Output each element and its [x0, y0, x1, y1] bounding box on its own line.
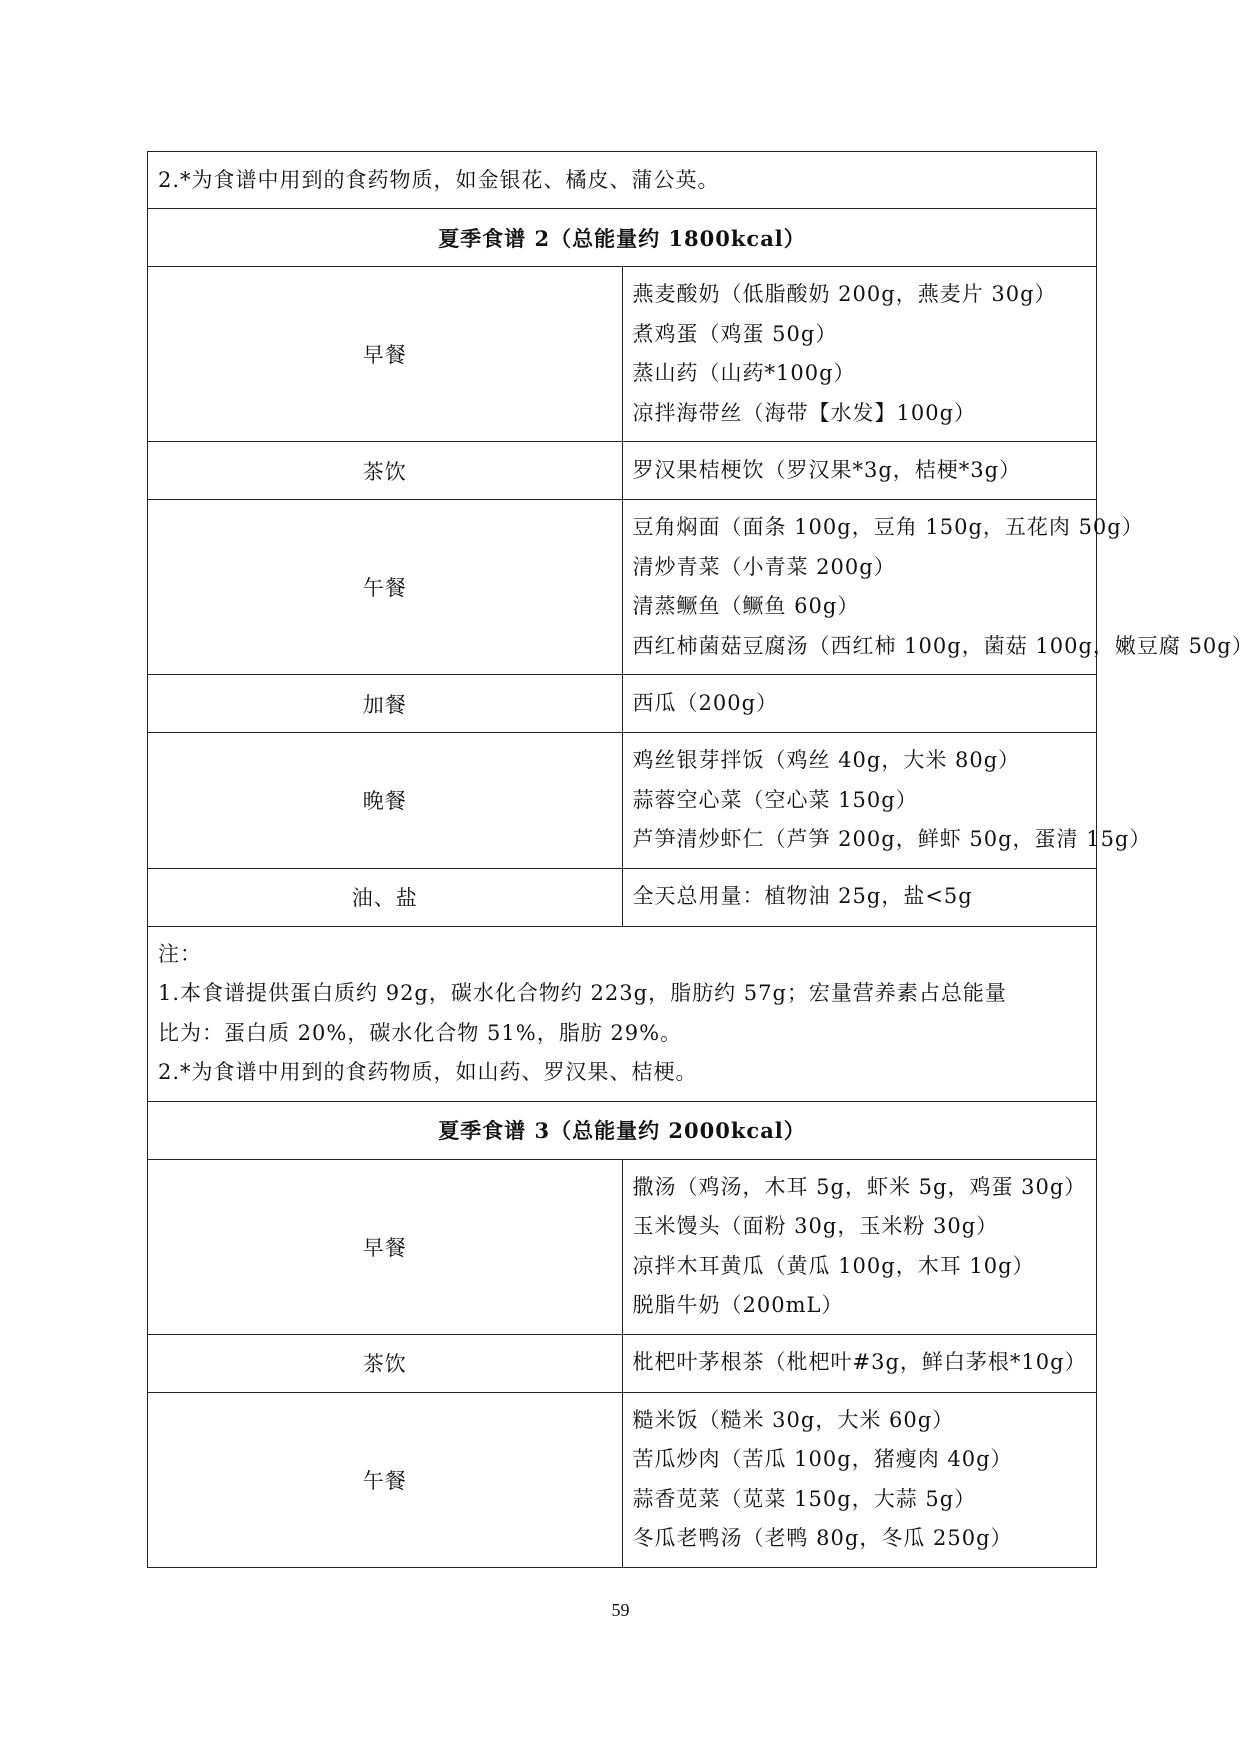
menu-item: 苦瓜炒肉（苦瓜 100g，猪瘦肉 40g） — [632, 1447, 1013, 1471]
meal-label: 午餐 — [148, 500, 623, 675]
note-line: 注： — [158, 941, 202, 966]
menu-item: 清炒青菜（小青菜 200g） — [632, 554, 896, 579]
meal-label: 茶饮 — [148, 442, 623, 500]
menu-item: 玉米馒头（面粉 30g，玉米粉 30g） — [632, 1214, 999, 1238]
menu-item: 煮鸡蛋（鸡蛋 50g） — [632, 321, 838, 346]
menu-item: 鸡丝银芽拌饭（鸡丝 40g，大米 80g） — [632, 748, 1021, 772]
meal-label: 加餐 — [148, 675, 623, 733]
recipe2-snack-row — [148, 675, 1097, 733]
menu-item: 凉拌木耳黄瓜（黄瓜 100g，木耳 10g） — [632, 1253, 1035, 1278]
recipe-table — [147, 151, 1254, 1568]
page-number: 59 — [611, 1600, 630, 1620]
menu-item: 撒汤（鸡汤，木耳 5g，虾米 5g，鸡蛋 30g） — [632, 1174, 1087, 1199]
recipe3-tea-row — [148, 1334, 1097, 1392]
menu-item: 芦笋清炒虾仁（芦笋 200g，鲜虾 50g，蛋清 15g） — [632, 827, 1152, 851]
menu-item: 糙米饭（糙米 30g，大米 60g） — [632, 1407, 955, 1432]
recipe3-breakfast-row — [148, 1159, 1097, 1334]
meal-items — [622, 733, 1152, 869]
note-line: 比为：蛋白质 20%，碳水化合物 51%，脂肪 29%。 — [158, 1020, 683, 1045]
recipe2-title: 夏季食谱 2（总能量约 1800kcal） — [148, 209, 1097, 267]
meal-items — [622, 675, 1097, 733]
recipe3-title-row — [148, 1101, 1097, 1159]
menu-item: 西瓜（200g） — [632, 690, 779, 715]
recipe2-oil-salt-row — [148, 868, 1097, 926]
meal-items — [622, 1334, 1097, 1392]
meal-label: 午餐 — [148, 1392, 623, 1567]
menu-item: 清蒸鳜鱼（鳜鱼 60g） — [632, 594, 860, 618]
meal-label: 早餐 — [148, 267, 623, 442]
meal-items — [622, 868, 1097, 926]
menu-item: 蒜香苋菜（苋菜 150g，大蒜 5g） — [632, 1486, 977, 1511]
top-note-cell — [148, 152, 1097, 209]
menu-item: 枇杷叶茅根茶（枇杷叶#3g，鲜白茅根*10g） — [632, 1350, 1087, 1375]
recipe2-tea-row — [148, 442, 1097, 500]
meal-label: 早餐 — [148, 1159, 623, 1334]
meal-label: 油、盐 — [148, 868, 623, 926]
recipe2-notes-row — [148, 926, 1097, 1101]
menu-item: 全天总用量：植物油 25g，盐<5g — [632, 884, 973, 909]
recipe2-dinner-row — [148, 733, 1097, 869]
recipe2-breakfast-row — [148, 267, 1097, 442]
recipe2-lunch-row — [148, 500, 1097, 675]
menu-item: 冬瓜老鸭汤（老鸭 80g，冬瓜 250g） — [632, 1526, 1013, 1550]
top-note-row — [148, 152, 1097, 209]
menu-item: 脱脂牛奶（200mL） — [632, 1293, 844, 1317]
meal-items — [622, 267, 1097, 442]
meal-items — [622, 1159, 1097, 1334]
meal-items — [622, 500, 1254, 675]
notes-cell — [148, 926, 1097, 1101]
meal-label: 晚餐 — [148, 733, 623, 869]
recipe2-title-row — [148, 209, 1097, 267]
meal-items — [622, 1392, 1097, 1567]
menu-item: 蒸山药（山药*100g） — [632, 361, 856, 385]
menu-item: 西红柿菌菇豆腐汤（西红柿 100g，菌菇 100g，嫩豆腐 50g） — [632, 633, 1254, 658]
menu-item: 蒜蓉空心菜（空心菜 150g） — [632, 787, 918, 812]
recipe3-title: 夏季食谱 3（总能量约 2000kcal） — [148, 1101, 1097, 1159]
recipe3-lunch-row — [148, 1392, 1097, 1567]
note-line: 1.本食谱提供蛋白质约 92g，碳水化合物约 223g，脂肪约 57g；宏量营养素占总能量 — [158, 981, 1007, 1005]
meal-items — [622, 442, 1097, 500]
menu-item: 豆角焖面（面条 100g，豆角 150g，五花肉 50g） — [632, 515, 1144, 539]
menu-item: 凉拌海带丝（海带【水发】100g） — [632, 400, 977, 425]
note-line: 2.*为食谱中用到的食药物质，如金银花、橘皮、蒲公英。 — [158, 168, 720, 192]
meal-label: 茶饮 — [148, 1334, 623, 1392]
menu-item: 罗汉果桔梗饮（罗汉果*3g，桔梗*3g） — [632, 457, 1022, 482]
note-line: 2.*为食谱中用到的食药物质，如山药、罗汉果、桔梗。 — [158, 1060, 698, 1084]
menu-item: 燕麦酸奶（低脂酸奶 200g，燕麦片 30g） — [632, 282, 1057, 306]
